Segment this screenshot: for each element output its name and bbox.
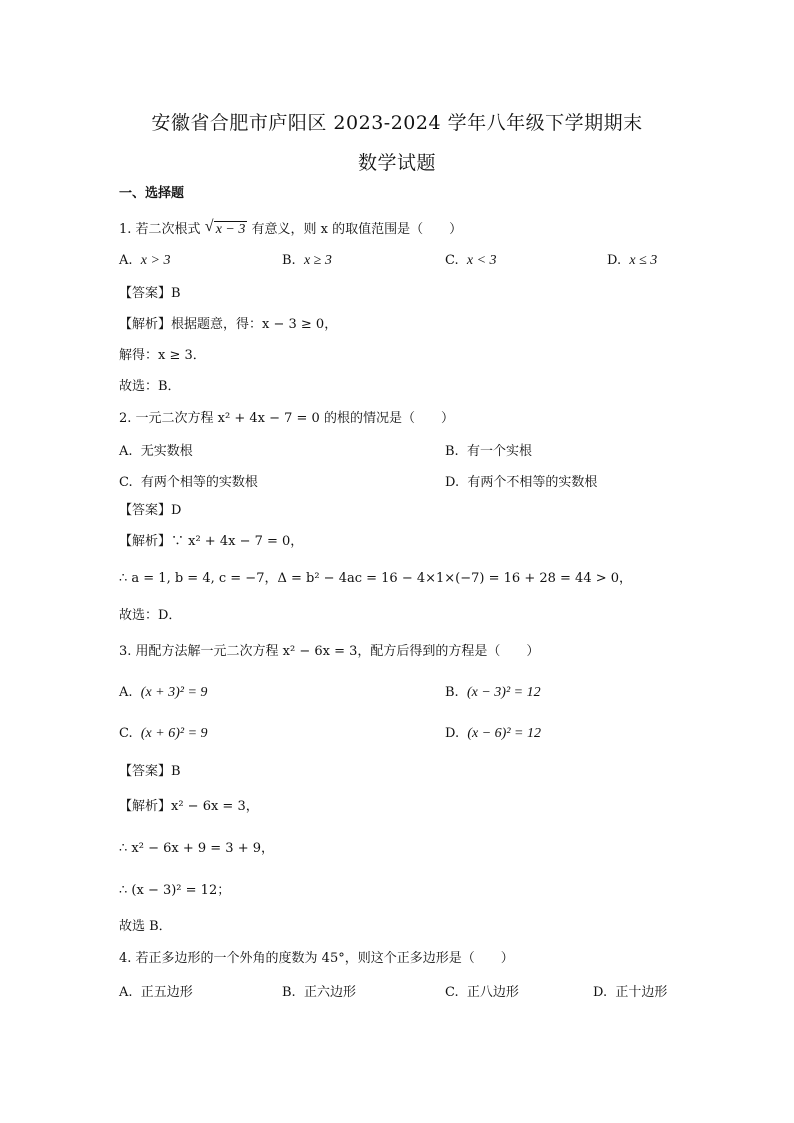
question-1-analysis-line: 解得：x ≥ 3． (119, 348, 206, 363)
question-3-analysis-line: ∴ (x − 3)² = 12； (119, 883, 231, 898)
q3-option-a (119, 685, 207, 701)
question-2-analysis-line: ∴ a = 1, b = 4, c = −7，Δ = b² − 4ac = 16 − 4×1×(−7) = 16 + 28 = 44 > 0， (119, 571, 633, 586)
question-1-analysis-line: 【解析】根据题意，得：x − 3 ≥ 0， (119, 317, 338, 332)
question-1-answer: 【答案】B (119, 286, 181, 301)
question-3-options-row-2 (119, 726, 679, 746)
question-3-analysis-line: 故选 B． (119, 919, 172, 934)
option-text: (x + 6)² = 9 (140, 726, 208, 741)
q1-option-c (445, 253, 497, 269)
q4-option-b (282, 981, 356, 1000)
q2-option-a (119, 440, 193, 459)
option-text: x < 3 (466, 253, 497, 268)
option-label: C. (445, 253, 459, 268)
option-text: (x − 6)² = 12 (467, 726, 541, 741)
q4-option-d (593, 981, 667, 1000)
q1-option-d (607, 253, 657, 269)
option-label: B. (282, 253, 296, 268)
option-label: A. (119, 685, 133, 700)
option-text: 正六边形 (303, 985, 356, 1000)
option-text: x ≥ 3 (303, 253, 332, 268)
question-2-analysis-line: 【解析】∵ x² + 4x − 7 = 0， (119, 534, 304, 549)
question-3-options-row-1 (119, 685, 679, 705)
question-2-stem: 2. 一元二次方程 x² + 4x − 7 = 0 的根的情况是（ ） (119, 411, 454, 426)
q4-option-a (119, 981, 193, 1000)
sqrt-radicand: x − 3 (215, 222, 246, 237)
question-2-answer: 【答案】D (119, 503, 182, 518)
question-2-analysis-line: 故选：D． (119, 608, 182, 623)
option-label: D. (593, 985, 608, 1000)
option-text: 正八边形 (466, 985, 519, 1000)
q3-option-d (445, 726, 541, 742)
question-4-stem: 4. 若正多边形的一个外角的度数为 45°，则这个正多边形是（ ） (119, 951, 514, 966)
q2-option-c (119, 471, 258, 490)
option-text: 正五边形 (140, 985, 193, 1000)
q1-option-b (282, 253, 332, 269)
option-text: 无实数根 (140, 444, 193, 459)
question-3-stem: 3. 用配方法解一元二次方程 x² − 6x = 3，配方后得到的方程是（ ） (119, 644, 540, 659)
option-label: B. (445, 444, 459, 459)
q4-option-c (445, 981, 519, 1000)
sqrt-expression (205, 221, 248, 239)
option-label: D. (607, 253, 622, 268)
option-text: 有两个不相等的实数根 (467, 475, 598, 490)
option-text: (x − 3)² = 12 (466, 685, 541, 700)
option-label: B. (445, 685, 459, 700)
q3-option-c (119, 726, 208, 742)
option-label: A. (119, 253, 133, 268)
option-text: x ≤ 3 (629, 253, 658, 268)
option-text: 有一个实根 (466, 444, 532, 459)
option-text: x > 3 (140, 253, 171, 268)
option-label: A. (119, 444, 133, 459)
option-text: 有两个相等的实数根 (140, 475, 258, 490)
question-1-options (119, 253, 679, 273)
question-3-answer: 【答案】B (119, 764, 181, 779)
question-2-options-row-1 (119, 440, 679, 460)
question-1-analysis-line: 故选：B． (119, 379, 181, 394)
question-3-analysis-line: 【解析】x² − 6x = 3， (119, 799, 259, 814)
q3-option-b (445, 685, 541, 701)
document-title: 安徽省合肥市庐阳区 2023-2024 学年八年级下学期期末 (151, 112, 643, 134)
option-label: C. (445, 985, 459, 1000)
option-label: D. (445, 475, 460, 490)
option-label: C. (119, 475, 133, 490)
option-label: C. (119, 726, 133, 741)
q1-option-a (119, 253, 170, 269)
option-text: 正十边形 (615, 985, 668, 1000)
question-1-stem-prefix: 1. 若二次根式 (119, 222, 201, 237)
question-1-stem-suffix: 有意义，则 x 的取值范围是（ ） (251, 222, 463, 237)
q2-option-d (445, 471, 597, 490)
option-label: B. (282, 985, 296, 1000)
question-4-options (119, 981, 679, 1001)
q2-option-b (445, 440, 532, 459)
option-label: D. (445, 726, 460, 741)
option-label: A. (119, 985, 133, 1000)
document-subtitle: 数学试题 (357, 152, 436, 174)
option-text: (x + 3)² = 9 (140, 685, 208, 700)
section-heading: 一、选择题 (119, 186, 185, 201)
question-3-analysis-line: ∴ x² − 6x + 9 = 3 + 9， (119, 841, 274, 856)
question-1-stem (119, 221, 462, 239)
question-2-options-row-2 (119, 471, 679, 491)
